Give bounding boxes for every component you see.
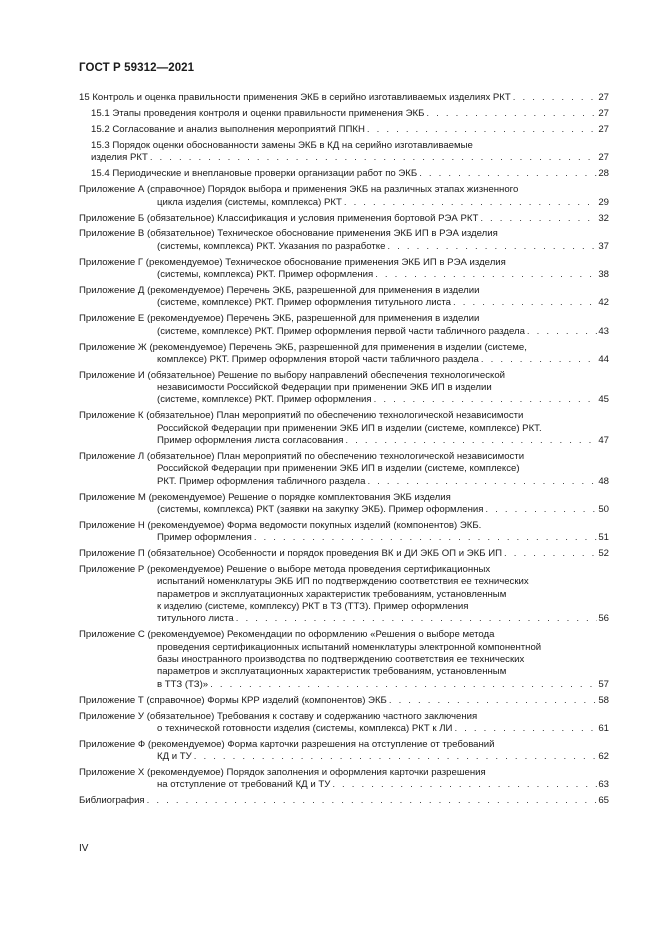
toc-page-number: 65 [598,795,609,807]
dot-leader [417,168,597,180]
toc-entry[interactable] [79,285,609,310]
toc-entry-text: Приложение В (обязательное) Техническое обоснование применения ЭКБ ИП в РЭА изделия [79,228,498,240]
toc-entry-text: к изделию (системе, комплексу) РКТ в ТЗ (ТТЗ). Пример оформления [157,601,469,613]
document-header: ГОСТ Р 59312—2021 [79,62,195,74]
toc-entry[interactable] [79,564,609,625]
dot-leader [330,779,597,791]
toc-page-number: 58 [598,694,609,706]
toc-page-number: 63 [598,779,609,791]
toc-entry-text: Пример оформления [157,532,252,544]
toc-entry[interactable] [79,342,609,367]
toc-page-number: 50 [598,503,609,515]
toc-entry[interactable] [79,795,609,807]
toc-entry-text: Приложение Д (рекомендуемое) Перечень ЭКБ, разрешенной для применения в изделии [79,285,480,297]
toc-entry-text: Библиография [79,795,145,807]
toc-entry-text: (системе, комплексе) РКТ. Пример оформления [157,394,372,406]
toc-entry[interactable] [79,451,609,488]
dot-leader [372,394,598,406]
toc-entry[interactable] [79,213,609,225]
toc-entry-text: испытаний номенклатуры ЭКБ ИП по подтверждению соответствия ее технических [157,576,529,588]
toc-page-number: 44 [598,353,609,365]
dot-leader [192,751,598,763]
toc-page-number: 61 [598,722,609,734]
toc-page-number: 52 [598,548,609,560]
toc-entry[interactable] [79,184,609,209]
toc-entry[interactable] [79,695,609,707]
dot-leader [234,613,598,625]
dot-leader [511,92,598,104]
toc-entry[interactable] [79,257,609,282]
toc-entry-text: Приложение Л (обязательное) План мероприятий по обеспечению технологической независимости [79,451,525,463]
toc-entry-text: титульного листа [157,613,234,625]
toc-page-number: 27 [598,123,609,135]
toc-entry-text: (системы, комплекса) РКТ. Пример оформления [157,269,374,281]
toc-page-number: 38 [598,269,609,281]
toc-page-number: 42 [598,297,609,309]
toc-entry[interactable] [79,140,609,165]
toc-entry-text: проведения сертификационных испытаний номенклатуры электронной компонентной [157,641,542,653]
toc-entry-text: Приложение У (обязательное) Требования к составу и содержанию частного заключения [79,710,478,722]
toc-entry[interactable] [79,168,609,180]
toc-entry-text: цикла изделия (системы, комплекса) РКТ [157,196,342,208]
toc-entry-text: КД и ТУ [157,751,192,763]
dot-leader [343,435,597,447]
toc-entry-text: (системе, комплексе) РКТ. Пример оформления первой части табличного раздела [157,325,525,337]
toc-entry-text: о технической готовности изделия (системы, комплекса) РКТ к ЛИ [157,722,453,734]
toc-entry-text: Приложение Ж (рекомендуемое) Перечень ЭКБ, разрешенной для применения в изделии (системе, [79,341,527,353]
toc-entry-text: изделия РКТ [91,152,148,164]
dot-leader [373,269,597,281]
toc-entry[interactable] [79,410,609,447]
toc-entry[interactable] [79,629,609,690]
toc-page-number: 27 [598,92,609,103]
toc-entry[interactable] [79,492,609,517]
toc-entry-text: Приложение Б (обязательное) Классификация и условия применения бортовой РЭА РКТ [79,212,479,224]
toc-page-number: 28 [598,168,609,180]
dot-leader [478,213,597,225]
toc-entry-text: 15.2 Согласование и анализ выполнения мероприятий ППКН [91,123,365,135]
toc-entry-text: комплексе) РКТ. Пример оформления второй части табличного раздела [157,353,479,365]
toc-page-number: 27 [598,107,609,119]
toc-entry[interactable] [79,739,609,764]
toc-entry[interactable] [79,108,609,120]
dot-leader [342,197,597,209]
toc-entry-text: независимости Российской Федерации при применении ЭКБ ИП в изделии [157,382,492,394]
toc-entry-text: Приложение Г (рекомендуемое) Техническое обоснование применения ЭКБ ИП в РЭА изделия [79,256,506,268]
dot-leader [424,108,597,120]
toc-page-number: 56 [598,613,609,625]
toc-entry-text: Российской Федерации при применении ЭКБ ИП в изделии (системе, комплексе) [157,463,520,475]
toc-entry-text: Приложение Ф (рекомендуемое) Форма карточки разрешения на отступление от требований [79,738,495,750]
toc-entry[interactable] [79,92,609,104]
toc-entry[interactable] [79,370,609,407]
toc-entry-text: РКТ. Пример оформления табличного раздела [157,475,366,487]
toc-page-number: 45 [598,394,609,406]
dot-leader [479,354,597,366]
toc-entry-text: (системе, комплексе) РКТ. Пример оформления титульного листа [157,297,452,309]
toc-page-number: 27 [598,152,609,164]
toc-entry-text: в ТТЗ (ТЗ)» [157,678,209,690]
dot-leader [365,476,597,488]
toc-page-number: 32 [598,212,609,224]
dot-leader [208,679,597,691]
dot-leader [387,695,597,707]
toc-entry-text: Приложение С (рекомендуемое) Рекомендации по оформлению «Решения о выборе метода [79,629,495,641]
dot-leader [252,532,598,544]
toc-entry-text: (системы, комплекса) РКТ. Указания по разработке [157,240,386,252]
toc-entry-text: Пример оформления листа согласования [157,435,344,447]
dot-leader [145,795,598,807]
toc-entry-text: Приложение Е (рекомендуемое) Перечень ЭКБ, разрешенной для применения в изделии [79,313,480,325]
toc-entry[interactable] [79,767,609,792]
toc-entry[interactable] [79,228,609,253]
toc-entry-text: 15.3 Порядок оценки обоснованности замены ЭКБ в КД на серийно изготавливаемые [91,139,473,151]
toc-entry-text: параметров и эксплуатационных характеристик требованиям, установленным [157,588,507,600]
toc-entry-text: Российской Федерации при применении ЭКБ ИП в изделии (системе, комплексе) РКТ. [157,422,542,434]
toc-entry[interactable] [79,124,609,136]
toc-page-number: 47 [598,435,609,447]
toc-entry-text: Приложение П (обязательное) Особенности и порядок проведения ВК и ДИ ЭКБ ОП и ЭКБ ИП [79,548,503,560]
toc-page-number: 62 [598,751,609,763]
dot-leader [365,124,597,136]
toc-entry-text: Приложение А (справочное) Порядок выбора и применения ЭКБ на различных этапах жизненного [79,184,519,196]
toc-entry-text: 15.1 Этапы проведения контроля и оценки правильности применения ЭКБ [91,107,425,119]
toc-entry[interactable] [79,313,609,338]
dot-leader [483,504,597,516]
toc-entry-text: на отступление от требований КД и ТУ [157,779,331,791]
toc-page-number: 48 [598,475,609,487]
toc-entry-text: 15 Контроль и оценка правильности применения ЭКБ в серийно изготавливаемых изделиях РКТ [79,92,511,103]
toc-entry[interactable] [79,520,609,545]
toc-entry-text: Приложение Р (рекомендуемое) Решение о выборе метода проведения сертификационных [79,564,491,576]
dot-leader [451,297,597,309]
toc-entry-text: параметров и эксплуатационных характеристик требованиям, установленным [157,666,507,678]
toc-entry-text: 15.4 Периодические и внеплановые проверки организации работ по ЭКБ [91,168,418,180]
toc-page-number: 57 [598,678,609,690]
toc-entry-text: Приложение Н (рекомендуемое) Форма ведомости покупных изделий (компонентов) ЭКБ. [79,519,482,531]
toc-page-number: 43 [598,325,609,337]
toc-entry[interactable] [79,548,609,560]
dot-leader [452,723,597,735]
page-number: IV [79,843,89,854]
toc-entry-text: (системы, комплекса) РКТ (заявки на закупку ЭКБ). Пример оформления [157,503,484,515]
dot-leader [385,241,597,253]
toc-entry-text: Приложение Х (рекомендуемое) Порядок заполнения и оформления карточки разрешения [79,767,486,779]
toc-entry-text: базы иностранного производства по подтверждению соответствия ее технических [157,653,525,665]
toc-entry-text: Приложение И (обязательное) Решение по выбору направлений обеспечения технологической [79,369,506,381]
toc-entry-text: Приложение К (обязательное) План мероприятий по обеспечению технологической независимости [79,410,524,422]
dot-leader [148,152,598,164]
toc-page-number: 37 [598,240,609,252]
dot-leader [502,548,597,560]
toc-page-number: 51 [598,532,609,544]
toc-entry-text: Приложение Т (справочное) Формы КРР изделий (компонентов) ЭКБ [79,694,387,706]
toc-entry[interactable] [79,711,609,736]
dot-leader [525,326,597,338]
table-of-contents [79,92,609,811]
toc-entry-text: Приложение М (рекомендуемое) Решение о порядке комплектования ЭКБ изделия [79,491,451,503]
toc-page-number: 29 [598,196,609,208]
